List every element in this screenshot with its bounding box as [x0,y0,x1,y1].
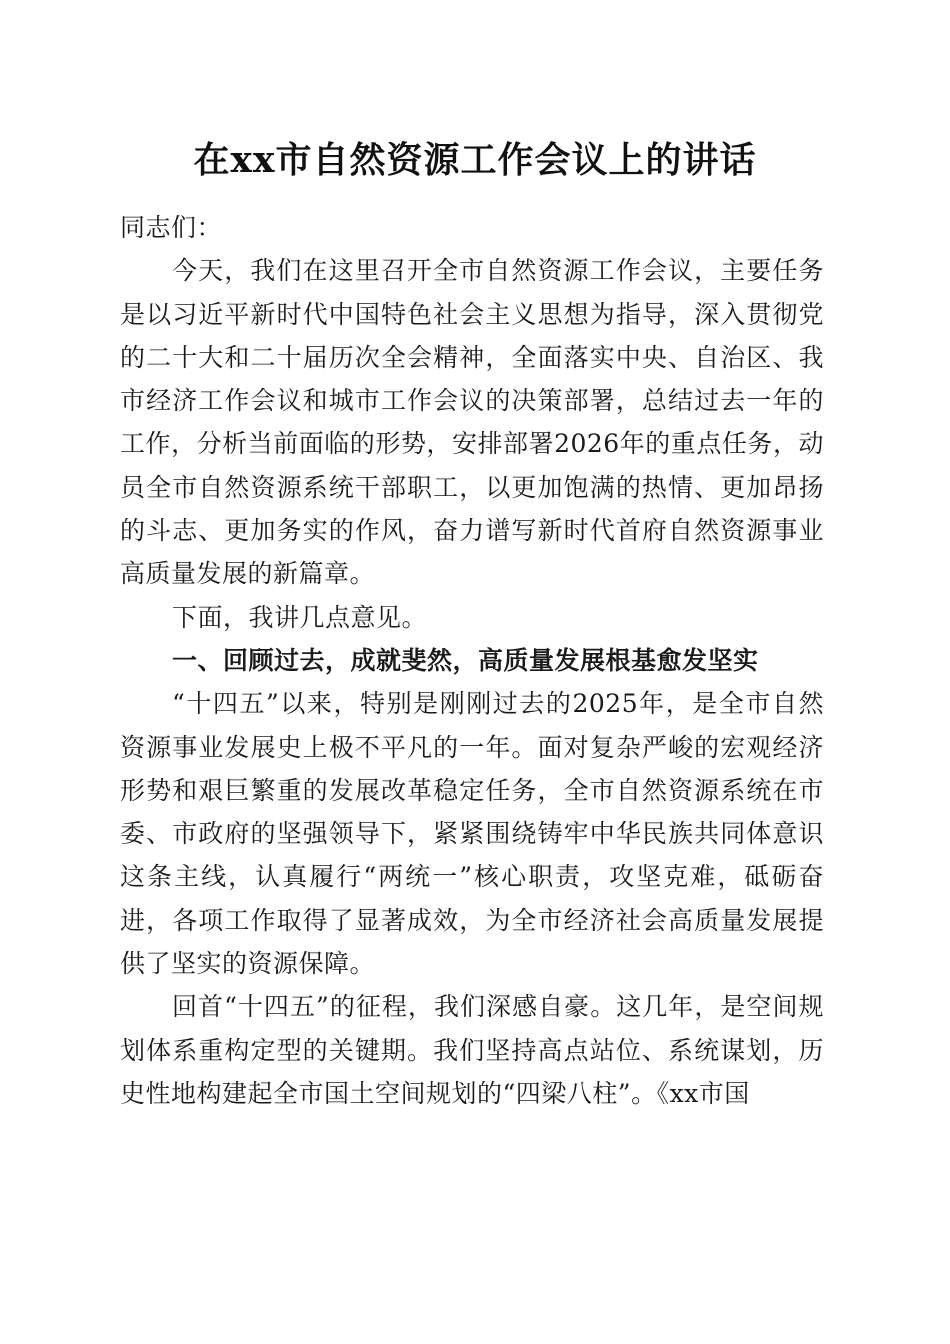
document-body [120,206,824,1115]
section-heading: 一、回顾过去，成就斐然，高质量发展根基愈发坚实 [172,645,759,675]
document-title: 在xx市自然资源工作会议上的讲话 [193,139,757,181]
salutation: 同志们： [120,213,223,242]
paragraph-retrospect: 回首“十四五”的征程，我们深感自豪。这几年，是空间规划体系重构定型的关键期。我们坚持高点站位、系统谋划，历史性地构建起全市国土空间规划的“四梁八柱”。《xx市国 [120,992,824,1108]
paragraph-transition: 下面，我讲几点意见。 [172,602,428,632]
paragraph-review: “十四五”以来，特别是刚刚过去的2025年，是全市自然资源事业发展史上极不平凡的一年。面对复杂严峻的宏观经济形势和艰巨繁重的发展改革稳定任务，全市自然资源系统在市委、市政府的坚强领导下，紧紧围绕铸牢中华民族共同体意识这条主线，认真履行“两统一”核心职责，攻坚克难，砥砺奋进，各项工作取得了显著成效，为全市经济社会高质量发展提供了坚实的资源保障。 [120,689,824,979]
paragraph-opening: 今天，我们在这里召开全市自然资源工作会议，主要任务是以习近平新时代中国特色社会主义思想为指导，深入贯彻党的二十大和二十届历次全会精神，全面落实中央、自治区、我市经济工作会议和城市工作会议的决策部署，总结过去一年的工作，分析当前面临的形势，安排部署2026年的重点任务，动员全市自然资源系统干部职工，以更加饱满的热情、更加昂扬的斗志、更加务实的作风，奋力谱写新时代首府自然资源事业高质量发展的新篇章。 [120,256,824,589]
